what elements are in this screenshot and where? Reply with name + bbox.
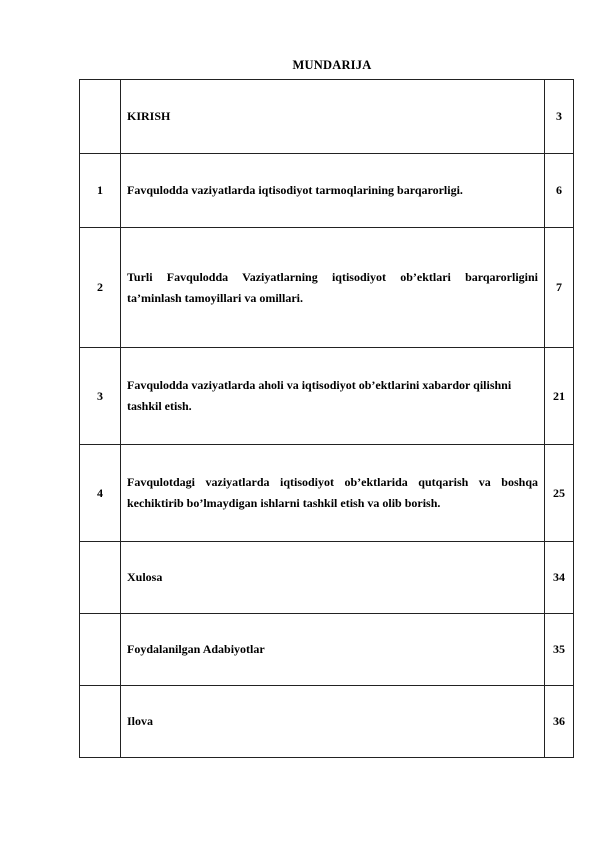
table-row: [80, 348, 574, 445]
row-page: 21: [545, 348, 574, 445]
row-number: 4: [80, 445, 121, 542]
row-page: 7: [545, 228, 574, 348]
table-row: [80, 80, 574, 154]
table-row: [80, 445, 574, 542]
row-title: Foydalanilgan Adabiyotlar: [121, 614, 545, 686]
row-number: [80, 80, 121, 154]
row-page: 36: [545, 686, 574, 758]
row-number: [80, 686, 121, 758]
table-row: [80, 686, 574, 758]
row-title: KIRISH: [121, 80, 545, 154]
table-row: [80, 614, 574, 686]
row-title: Favqulotdagi vaziyatlarda iqtisodiyot ob’ektlarida qutqarish va boshqa kechiktirib bo’lmaydigan ishlarni tashkil etish va olib borish.: [121, 445, 545, 542]
row-title: Favqulodda vaziyatlarda aholi va iqtisodiyot ob’ektlarini xabardor qilishni tashkil etish.: [121, 348, 545, 445]
table-row: [80, 228, 574, 348]
row-title: Favqulodda vaziyatlarda iqtisodiyot tarmoqlarining barqarorligi.: [121, 154, 545, 228]
row-page: 6: [545, 154, 574, 228]
page-title: MUNDARIJA: [292, 58, 372, 72]
row-number: 3: [80, 348, 121, 445]
row-number: [80, 614, 121, 686]
row-page: 3: [545, 80, 574, 154]
table-row: [80, 154, 574, 228]
row-title: Turli Favqulodda Vaziyatlarning iqtisodiyot ob’ektlari barqarorligini ta’minlash tamoyillari va omillari.: [121, 228, 545, 348]
row-title: Ilova: [121, 686, 545, 758]
row-number: 2: [80, 228, 121, 348]
row-page: 25: [545, 445, 574, 542]
row-page: 35: [545, 614, 574, 686]
toc-table: [79, 79, 574, 758]
row-title: Xulosa: [121, 542, 545, 614]
row-number: [80, 542, 121, 614]
table-row: [80, 542, 574, 614]
row-page: 34: [545, 542, 574, 614]
row-number: 1: [80, 154, 121, 228]
